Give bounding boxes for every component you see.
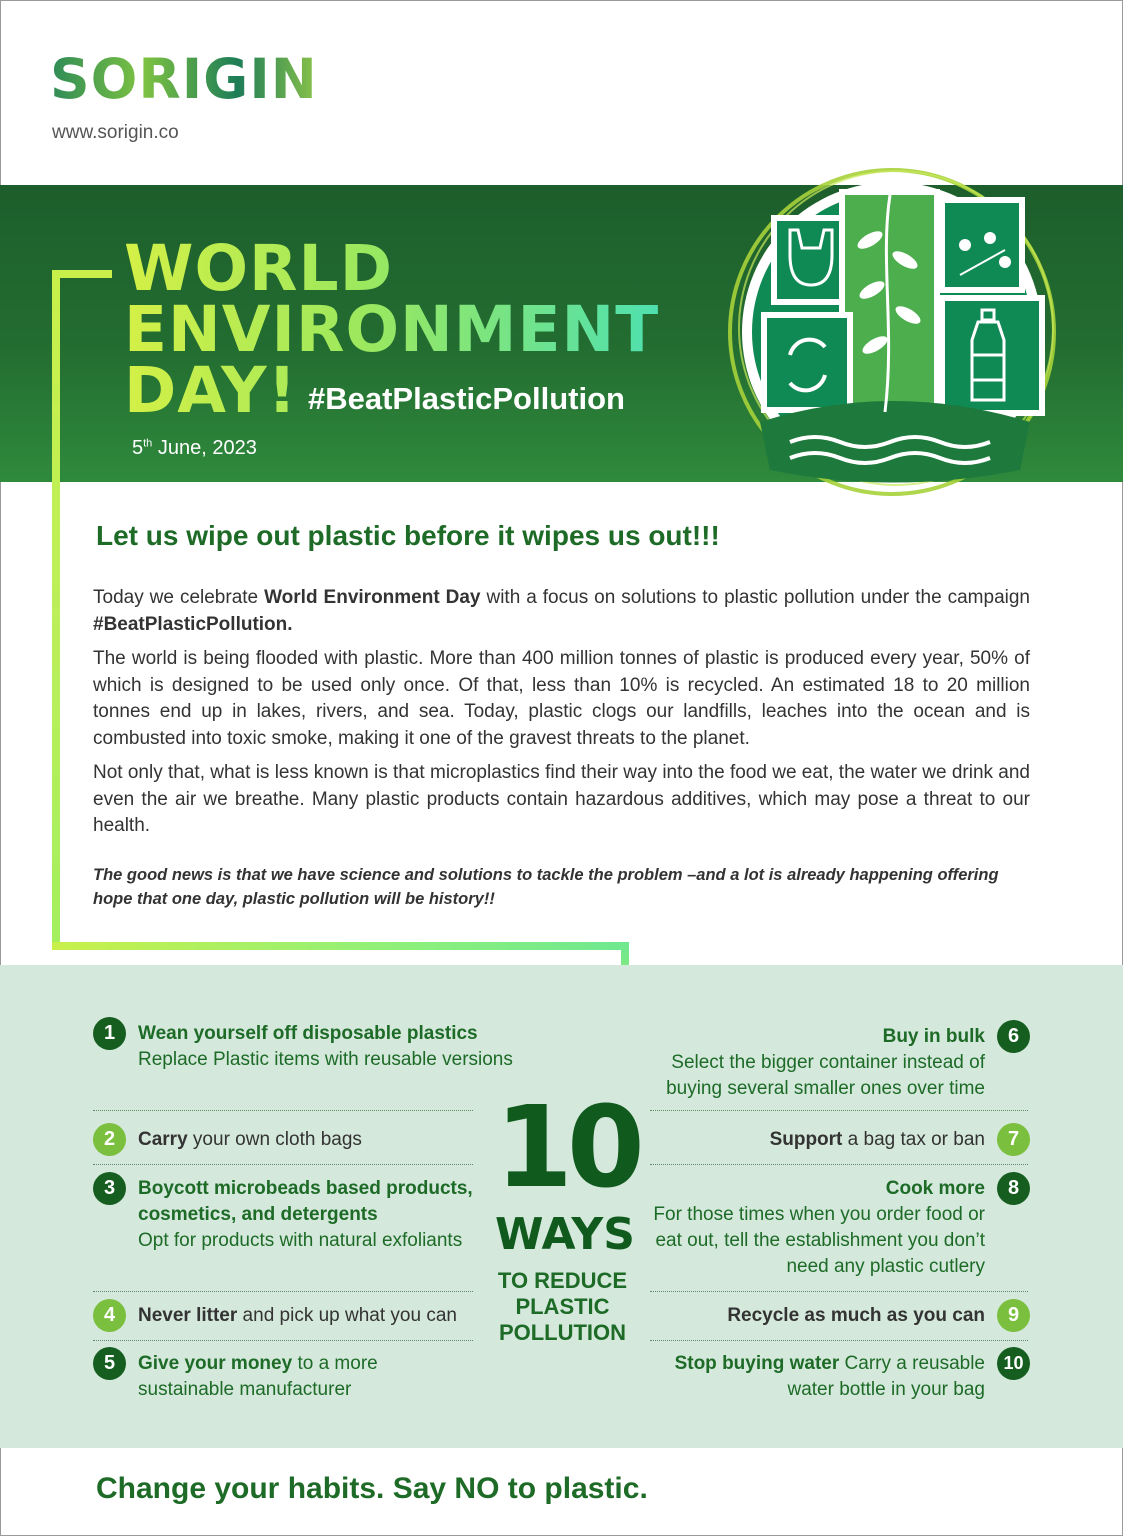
divider (93, 1110, 473, 1111)
divider (93, 1291, 473, 1292)
divider (93, 1164, 473, 1165)
intro-paragraph-3: Not only that, what is less known is that microplastics find their way into the food we eat, the water we drink and even the air we breathe. Many plastic products contain hazardous additives, which may pose a threat to our health. (93, 762, 1030, 836)
way-number-9: 9 (997, 1299, 1030, 1332)
way-number-6: 6 (997, 1020, 1030, 1053)
way-item-5: Give your money to a more sustainable manufacturer (138, 1353, 378, 1400)
campaign-hashtag: #BeatPlasticPollution (308, 381, 625, 416)
good-news-note: The good news is that we have science and solutions to tackle the problem –and a lot is already happening offering hope that one day, plastic pollution will be history!! (93, 866, 999, 908)
way-item-4: Never litter and pick up what you can (138, 1305, 457, 1326)
decorative-line-vertical (52, 270, 60, 950)
ways-word: WAYS (495, 1209, 635, 1260)
website-url[interactable]: www.sorigin.co (52, 122, 179, 143)
divider (93, 1340, 473, 1341)
way-item-7: Support a bag tax or ban (769, 1129, 985, 1150)
event-date: 5th June, 2023 (132, 437, 257, 459)
divider (650, 1110, 1028, 1111)
intro-text (93, 585, 1030, 848)
way-number-10: 10 (997, 1347, 1030, 1380)
way-item-9: Recycle as much as you can (727, 1305, 985, 1326)
way-number-8: 8 (997, 1172, 1030, 1205)
recycle-panel (764, 315, 850, 410)
way-item-8: Cook more For those times when you order food or eat out, tell the establishment you don’t need any plastic cutlery (653, 1178, 985, 1277)
flower-panel (942, 200, 1022, 290)
intro-paragraph-2: The world is being flooded with plastic. More than 400 million tonnes of plastic is produced every year, 50% of which is designed to be used only once. Of that, less than 10% is recycled. An estimated 18 to 20 million tonnes end up in lakes, rivers, and sea. Today, plastic clogs our landfills, leaches into the ocean and is combusted into toxic smoke, making it one of the gravest threats to the planet. (93, 648, 1030, 749)
ways-subtitle: TO REDUCE PLASTIC POLLUTION (497, 1268, 628, 1345)
divider (650, 1164, 1028, 1165)
ways-count: 10 (495, 1083, 639, 1213)
way-number-7: 7 (997, 1123, 1030, 1156)
divider (650, 1340, 1028, 1341)
intro-paragraph-1: Today we celebrate World Environment Day with a focus on solutions to plastic pollution under the campaign #BeatPlasticPollution. (93, 587, 1030, 635)
way-item-6: Buy in bulk Select the bigger container instead of buying several smaller ones over time (666, 1026, 985, 1099)
footer-slogan: Change your habits. Say NO to plastic. (96, 1472, 648, 1505)
way-item-1: Wean yourself off disposable plastics Replace Plastic items with reusable versions (138, 1023, 513, 1070)
way-number-3: 3 (93, 1172, 126, 1205)
decorative-line-bottom (52, 942, 629, 950)
way-number-5: 5 (93, 1347, 126, 1380)
plant-panel (842, 192, 937, 412)
way-item-2: Carry your own cloth bags (138, 1129, 362, 1150)
decorative-line-top (52, 270, 112, 278)
way-number-1: 1 (93, 1017, 126, 1050)
sorigin-logo: SORIGIN (50, 47, 318, 111)
environment-emblem (720, 150, 1065, 510)
way-item-10: Stop buying water Carry a reusable water bottle in your bag (674, 1353, 985, 1400)
page-title: WORLD ENVIRONMENT DAY! (124, 232, 660, 427)
tagline: Let us wipe out plastic before it wipes us out!!! (96, 520, 720, 551)
way-number-2: 2 (93, 1123, 126, 1156)
way-number-4: 4 (93, 1299, 126, 1332)
divider (650, 1291, 1028, 1292)
way-item-3: Boycott microbeads based products, cosmetics, and detergents Opt for products with natural exfoliants (138, 1178, 473, 1251)
